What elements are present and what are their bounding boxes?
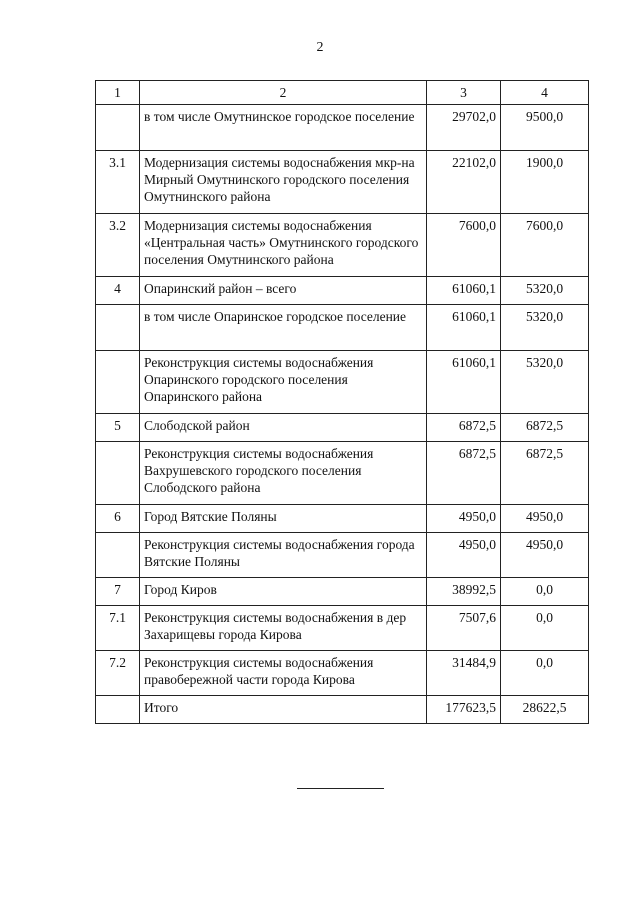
budget-table — [95, 80, 589, 724]
row-description: Опаринский район – всего — [140, 277, 427, 305]
row-number: 3.2 — [96, 214, 140, 277]
table-row — [96, 578, 589, 606]
row-value-col4: 7600,0 — [501, 214, 589, 277]
row-value-col4: 5320,0 — [501, 305, 589, 351]
row-value-col4: 4950,0 — [501, 505, 589, 533]
row-value-col4: 28622,5 — [501, 696, 589, 724]
table-row — [96, 277, 589, 305]
table-row — [96, 351, 589, 414]
table-row — [96, 105, 589, 151]
table-row — [96, 533, 589, 578]
row-value-col3: 7600,0 — [427, 214, 501, 277]
row-value-col4: 1900,0 — [501, 151, 589, 214]
row-description: Модернизация системы водоснабжения мкр-на Мирный Омутнинского городского поселения Омутнинского района — [140, 151, 427, 214]
table-row — [96, 696, 589, 724]
row-value-col4: 4950,0 — [501, 533, 589, 578]
row-description: Реконструкция системы водоснабжения Опаринского городского поселения Опаринского района — [140, 351, 427, 414]
row-number — [96, 105, 140, 151]
page-number: 2 — [316, 40, 324, 55]
header-col-4: 4 — [501, 81, 589, 105]
table-header-row — [96, 81, 589, 105]
row-description: Город Киров — [140, 578, 427, 606]
row-number — [96, 696, 140, 724]
row-value-col4: 6872,5 — [501, 414, 589, 442]
row-value-col3: 38992,5 — [427, 578, 501, 606]
header-col-3: 3 — [427, 81, 501, 105]
table-row — [96, 214, 589, 277]
row-value-col3: 6872,5 — [427, 414, 501, 442]
row-value-col3: 61060,1 — [427, 305, 501, 351]
row-value-col4: 5320,0 — [501, 277, 589, 305]
row-value-col3: 61060,1 — [427, 351, 501, 414]
row-description: Слободской район — [140, 414, 427, 442]
table-row — [96, 442, 589, 505]
row-value-col3: 22102,0 — [427, 151, 501, 214]
row-number — [96, 305, 140, 351]
row-value-col4: 0,0 — [501, 651, 589, 696]
row-number — [96, 351, 140, 414]
row-value-col3: 4950,0 — [427, 505, 501, 533]
row-number: 5 — [96, 414, 140, 442]
table-row — [96, 414, 589, 442]
row-value-col3: 29702,0 — [427, 105, 501, 151]
row-value-col4: 0,0 — [501, 606, 589, 651]
row-value-col4: 9500,0 — [501, 105, 589, 151]
row-description: Реконструкция системы водоснабжения правобережной части города Кирова — [140, 651, 427, 696]
row-description: Реконструкция системы водоснабжения Вахрушевского городского поселения Слободского района — [140, 442, 427, 505]
row-value-col4: 5320,0 — [501, 351, 589, 414]
row-value-col3: 7507,6 — [427, 606, 501, 651]
row-number: 7 — [96, 578, 140, 606]
row-number — [96, 442, 140, 505]
row-description: Итого — [140, 696, 427, 724]
table-row — [96, 505, 589, 533]
row-number: 4 — [96, 277, 140, 305]
row-description: Реконструкция системы водоснабжения в дер Захарищевы города Кирова — [140, 606, 427, 651]
row-value-col3: 61060,1 — [427, 277, 501, 305]
row-value-col4: 6872,5 — [501, 442, 589, 505]
row-value-col3: 4950,0 — [427, 533, 501, 578]
table-row — [96, 606, 589, 651]
row-number: 6 — [96, 505, 140, 533]
table-row — [96, 651, 589, 696]
row-value-col4: 0,0 — [501, 578, 589, 606]
row-value-col3: 6872,5 — [427, 442, 501, 505]
row-value-col3: 31484,9 — [427, 651, 501, 696]
row-number — [96, 533, 140, 578]
row-number: 7.1 — [96, 606, 140, 651]
row-description: Модернизация системы водоснабжения «Центральная часть» Омутнинского городского поселения Омутнинского района — [140, 214, 427, 277]
row-value-col3: 177623,5 — [427, 696, 501, 724]
row-description: в том числе Омутнинское городское поселение — [140, 105, 427, 151]
row-description: Реконструкция системы водоснабжения города Вятские Поляны — [140, 533, 427, 578]
table-row — [96, 305, 589, 351]
row-description: Город Вятские Поляны — [140, 505, 427, 533]
table-row — [96, 151, 589, 214]
row-number: 3.1 — [96, 151, 140, 214]
table-body — [96, 105, 589, 724]
row-number: 7.2 — [96, 651, 140, 696]
header-col-1: 1 — [96, 81, 140, 105]
footer-separator-line — [297, 788, 384, 789]
row-description: в том числе Опаринское городское поселение — [140, 305, 427, 351]
header-col-2: 2 — [140, 81, 427, 105]
